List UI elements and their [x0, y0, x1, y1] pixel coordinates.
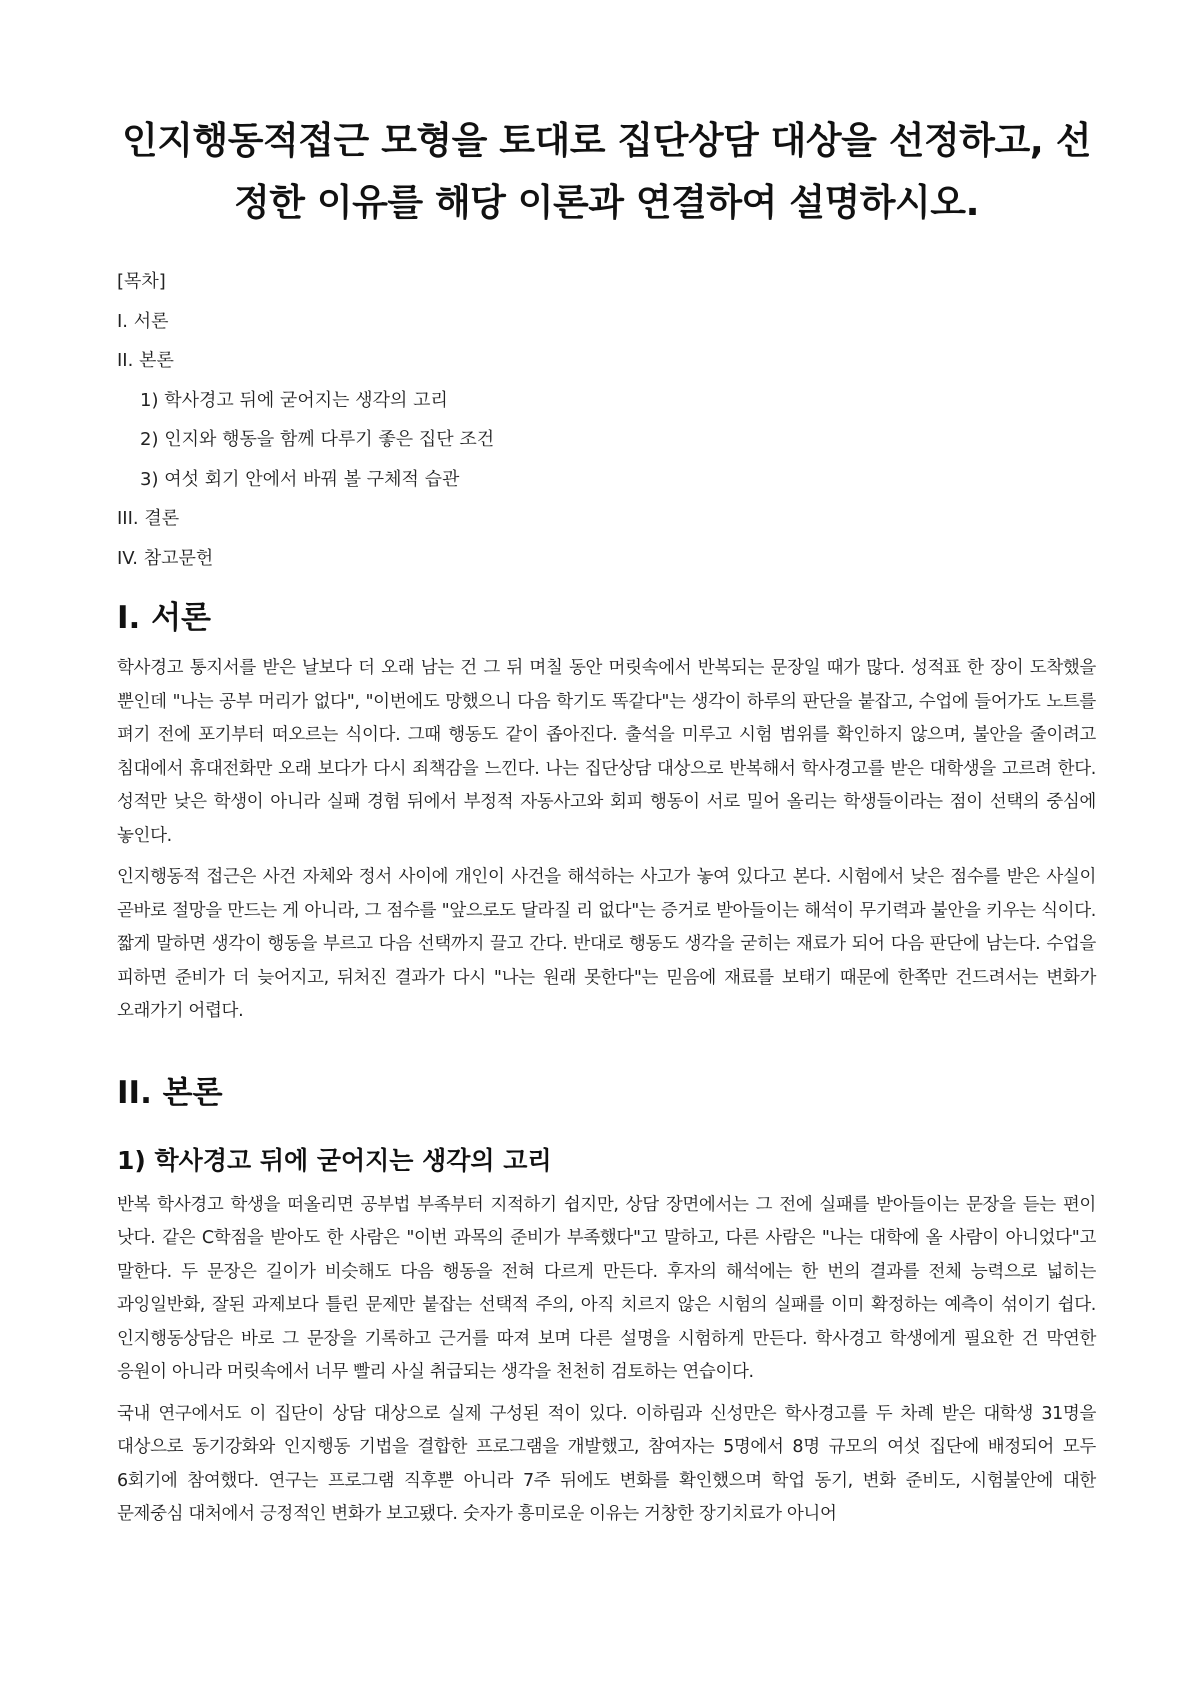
toc-item-references: IV. 참고문헌 — [117, 547, 214, 569]
document-title: 인지행동적접근 모형을 토대로 집단상담 대상을 선정하고, 선정한 이유를 해당 이론과 연결하여 설명하시오. — [122, 119, 1091, 224]
toc-item-intro: I. 서론 — [117, 310, 169, 332]
table-of-contents — [117, 262, 1096, 578]
section-spacer — [117, 1037, 1096, 1057]
toc-item-body-3: 3) 여섯 회기 안에서 바꿔 볼 구체적 습관 — [140, 468, 460, 490]
section-heading-intro: I. 서론 — [117, 600, 211, 636]
body-paragraph-2: 국내 연구에서도 이 집단이 상담 대상으로 실제 구성된 적이 있다. 이하림과 신성만은 학사경고를 두 차례 받은 대학생 31명을 대상으로 동기강화와 인지행동 기법을 결합한 프로그램을 개발했고, 참여자는 5명에서 8명 규모의 여섯 집단에 배정되어 모두 6회기에 참여했다. 연구는 프로그램 직후뿐 아니라 7주 뒤에도 변화를 확인했으며 학업 동기, 변화 준비도, 시험불안에 대한 문제중심 대처에서 긍정적인 변화가 보고됐다. 숫자가 흥미로운 이유는 거창한 장기치료가 아니어 — [117, 1403, 1096, 1524]
toc-item-conclusion: III. 결론 — [117, 508, 180, 529]
subsection-heading-1: 1) 학사경고 뒤에 굳어지는 생각의 고리 — [117, 1145, 552, 1175]
toc-item-body-1: 1) 학사경고 뒤에 굳어지는 생각의 고리 — [140, 389, 448, 411]
intro-paragraph-1: 학사경고 통지서를 받은 날보다 더 오래 남는 건 그 뒤 며칠 동안 머릿속에서 반복되는 문장일 때가 많다. 성적표 한 장이 도착했을 뿐인데 "나는 공부 머리가 없다", "이번에도 망했으니 다음 학기도 똑같다"는 생각이 하루의 판단을 붙잡고, 수업에 들어가도 노트를 펴기 전에 포기부터 떠오르는 식이다. 그때 행동도 같이 좁아진다. 출석을 미루고 시험 범위를 확인하지 않으며, 불안을 줄이려고 침대에서 휴대전화만 오래 보다가 다시 죄책감을 느낀다. 나는 집단상담 대상으로 반복해서 학사경고를 받은 대학생을 고르려 한다. 성적만 낮은 학생이 아니라 실패 경험 뒤에서 부정적 자동사고와 회피 행동이 서로 밀어 올리는 학생들이라는 점이 선택의 중심에 놓인다. — [117, 658, 1096, 846]
toc-item-body: II. 본론 — [117, 350, 174, 371]
toc-heading: [목차] — [117, 271, 166, 292]
intro-paragraph-2: 인지행동적 접근은 사건 자체와 정서 사이에 개인이 사건을 해석하는 사고가 놓여 있다고 본다. 시험에서 낮은 점수를 받은 사실이 곧바로 절망을 만드는 게 아니라, 그 점수를 "앞으로도 달라질 리 없다"는 증거로 받아들이는 해석이 무기력과 불안을 키우는 식이다. 짧게 말하면 생각이 행동을 부르고 다음 선택까지 끌고 간다. 반대로 행동도 생각을 굳히는 재료가 되어 다음 판단에 남는다. 수업을 피하면 준비가 더 늦어지고, 뒤처진 결과가 다시 "나는 원래 못한다"는 믿음에 재료를 보태기 때문에 한쪽만 건드려서는 변화가 오래가기 어렵다. — [117, 867, 1096, 1021]
body-paragraph-1: 반복 학사경고 학생을 떠올리면 공부법 부족부터 지적하기 쉽지만, 상담 장면에서는 그 전에 실패를 받아들이는 문장을 듣는 편이 낫다. 같은 C학점을 받아도 한 사람은 "이번 과목의 준비가 부족했다"고 말하고, 다른 사람은 "나는 대학에 올 사람이 아니었다"고 말한다. 두 문장은 길이가 비슷해도 다음 행동을 전혀 다르게 만든다. 후자의 해석에는 한 번의 결과를 전체 능력으로 넓히는 과잉일반화, 잘된 과제보다 틀린 문제만 붙잡는 선택적 주의, 아직 치르지 않은 시험의 실패를 이미 확정하는 예측이 섞이기 쉽다. 인지행동상담은 바로 그 문장을 기록하고 근거를 따져 보며 다른 설명을 시험하게 만든다. 학사경고 학생에게 필요한 건 막연한 응원이 아니라 머릿속에서 너무 빨리 사실 취급되는 생각을 천천히 검토하는 연습이다. — [117, 1194, 1096, 1382]
section-heading-body: II. 본론 — [117, 1074, 223, 1111]
toc-item-body-2: 2) 인지와 행동을 함께 다루기 좋은 집단 조건 — [140, 429, 495, 450]
